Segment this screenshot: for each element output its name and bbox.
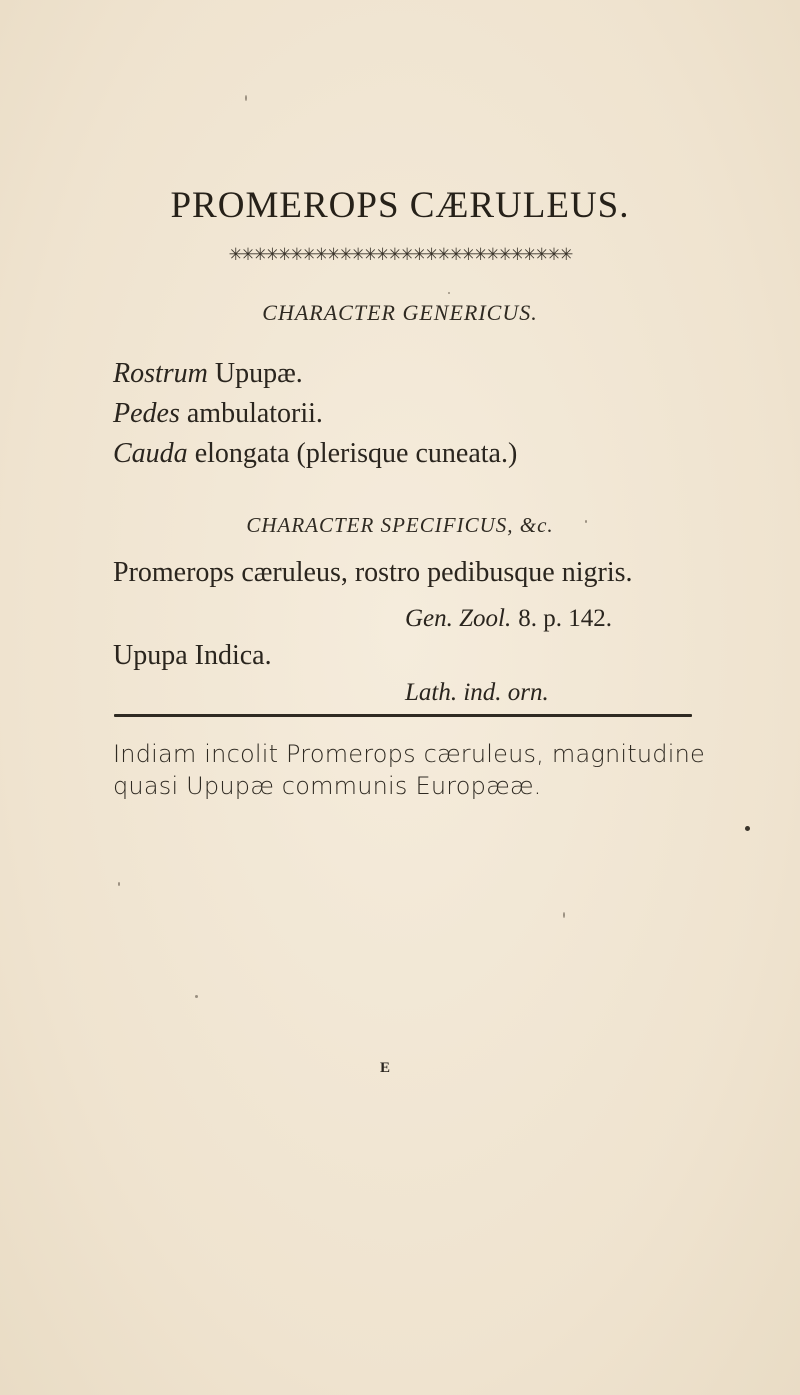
character-specificus-heading: CHARACTER SPECIFICUS, &c.: [246, 513, 554, 537]
description-line-2: quasi Upupæ communis Europææ.: [113, 772, 542, 800]
signature-mark: E: [380, 1060, 391, 1076]
genericus-text: ambulatorii.: [186, 398, 323, 429]
reference-work: Gen. Zool.: [405, 605, 512, 632]
specificus-name-2: Upupa Indica.: [113, 640, 272, 671]
description-line-1: Indiam incolit Promerops cæruleus, magnitudine: [113, 740, 705, 768]
genericus-term: Rostrum: [113, 358, 208, 389]
genericus-text: elongata (plerisque cuneata.): [194, 438, 518, 469]
paper-speck: [585, 520, 587, 523]
paper-speck: [563, 912, 565, 918]
paper-speck: [195, 995, 198, 998]
reference-page: 8. p. 142.: [518, 605, 612, 632]
star-ornament: ✳✳✳✳✳✳✳✳✳✳✳✳✳✳✳✳✳✳✳✳✳✳✳✳✳✳✳✳: [228, 245, 572, 264]
paper-speck: [745, 826, 750, 831]
character-genericus-heading: CHARACTER GENERICUS.: [262, 300, 538, 325]
genericus-text: Upupæ.: [214, 358, 303, 389]
genericus-term: Pedes: [113, 398, 180, 429]
specificus-name-1: Promerops cæruleus, rostro pedibusque nigris.: [113, 557, 633, 588]
genericus-line-cauda: [113, 438, 517, 470]
reference-work: Lath. ind. orn.: [405, 679, 549, 706]
specificus-reference-2: [405, 676, 549, 708]
specificus-reference-1: [405, 602, 612, 634]
paper-speck: [245, 95, 247, 101]
genericus-term: Cauda: [113, 438, 188, 469]
paper-speck: [448, 292, 450, 294]
genericus-line-pedes: [113, 398, 323, 430]
genericus-line-rostrum: [113, 358, 303, 390]
paper-speck: [118, 882, 120, 886]
page-title: PROMEROPS CÆRULEUS.: [170, 185, 630, 226]
divider-rule: [114, 714, 692, 717]
